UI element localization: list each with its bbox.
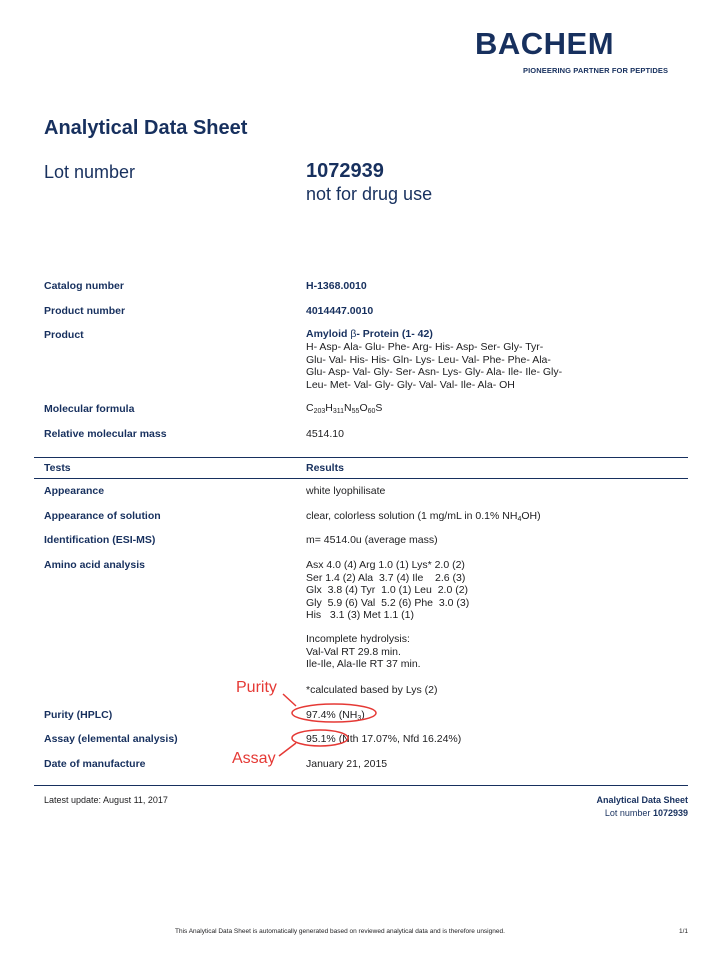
solution-text: OH) [521,510,541,522]
purity-label: Purity (HPLC) [44,709,113,721]
formula-element: H [325,402,333,414]
assay-pointer [279,743,296,756]
date-value: January 21, 2015 [306,758,388,770]
identification-label: Identification (ESI-MS) [44,534,156,546]
amino-acid-line: Gly 5.9 (6) Val 5.2 (6) Phe 3.0 (3) [306,596,470,609]
mass-value: 4514.10 [306,428,344,440]
amino-acid-footnote: *calculated based by Lys (2) [306,684,438,696]
formula-subscript: 60 [367,408,376,415]
lot-number: 1072939 [306,160,384,182]
product-name-prefix: Amyloid [306,328,348,340]
assay-value: 95.1% (Nth 17.07%, Nfd 16.24%) [306,733,462,745]
identification-value: m= 4514.0u (average mass) [306,534,438,546]
brand-logo: BACHEM [475,26,615,61]
purity-subscript: 3 [357,715,362,722]
unsigned-notice: This Analytical Data Sheet is automatically generated based on reviewed analytical data and is therefore unsigned. [175,928,505,935]
formula-label: Molecular formula [44,403,135,415]
purity-annotation-text: Purity [236,679,277,696]
product-number-value: 4014447.0010 [306,305,374,317]
formula-subscript: 311 [332,408,345,415]
catalog-value: H-1368.0010 [306,280,367,292]
lot-note: not for drug use [306,184,433,204]
formula-subscript: 55 [351,408,360,415]
solution-text: clear, colorless solution (1 mg/mL in 0.1% NH [306,510,518,522]
footer-doc-name: Analytical Data Sheet [596,795,688,805]
footer-lot-label: Lot number [604,808,651,818]
formula-subscript: 203 [313,408,326,415]
solution-subscript: 4 [517,516,522,523]
page-title: Analytical Data Sheet [44,117,248,139]
formula-element: C [306,402,314,414]
brand-tagline: PIONEERING PARTNER FOR PEPTIDES [523,66,669,75]
amino-acid-line: Glx 3.8 (4) Tyr 1.0 (1) Leu 2.0 (2) [306,584,469,597]
purity-circle [292,704,376,722]
appearance-value: white lyophilisate [306,485,386,497]
catalog-label: Catalog number [44,280,124,292]
purity-pointer [283,694,296,706]
footer-lot [605,808,688,818]
beta-symbol: β [350,328,357,340]
mass-label: Relative molecular mass [44,428,167,440]
assay-label: Assay (elemental analysis) [44,733,178,745]
sequence-line: Leu- Met- Val- Gly- Gly- Val- Val- Ile- Ala- OH [306,378,515,391]
amino-acid-line: Asx 4.0 (4) Arg 1.0 (1) Lys* 2.0 (2) [306,559,465,571]
tests-header: Tests [44,462,71,474]
hydrolysis-line: Ile-Ile, Ala-Ile RT 37 min. [306,658,421,671]
product-label: Product [44,329,84,341]
product-name-suffix: - Protein (1- 42) [356,328,433,340]
formula-element: O [359,402,368,414]
date-label: Date of manufacture [44,758,146,770]
footer-lot-number: 1072939 [652,808,688,818]
formula-element: N [344,402,352,414]
assay-annotation-text: Assay [232,750,276,767]
amino-acid-line: Ser 1.4 (2) Ala 3.7 (4) Ile 2.6 (3) [306,571,466,584]
appearance-solution-label: Appearance of solution [44,510,161,522]
results-header: Results [306,462,344,474]
appearance-label: Appearance [44,485,105,497]
assay-circle [292,730,348,746]
page-number: 1/1 [679,928,689,935]
product-number-label: Product number [44,305,126,317]
amino-acid-label: Amino acid analysis [44,559,145,571]
lot-label: Lot number [44,162,136,182]
sequence-line: H- Asp- Ala- Glu- Phe- Arg- His- Asp- Ser- Gly- Tyr- [306,341,544,353]
hydrolysis-title: Incomplete hydrolysis: [306,633,410,645]
amino-acid-line: His 3.1 (3) Met 1.1 (1) [306,609,414,622]
sequence-line: Glu- Asp- Val- Gly- Ser- Asn- Lys- Gly- Ala- Ile- Ile- Gly- [306,366,563,379]
purity-text: ) [361,709,365,721]
latest-update: Latest update: August 11, 2017 [44,795,168,805]
purity-text: 97.4% (NH [306,709,358,721]
formula-element: S [375,402,383,414]
sequence-line: Glu- Val- His- His- Gln- Lys- Leu- Val- Phe- Phe- Ala- [306,353,551,366]
hydrolysis-line: Val-Val RT 29.8 min. [306,645,401,658]
